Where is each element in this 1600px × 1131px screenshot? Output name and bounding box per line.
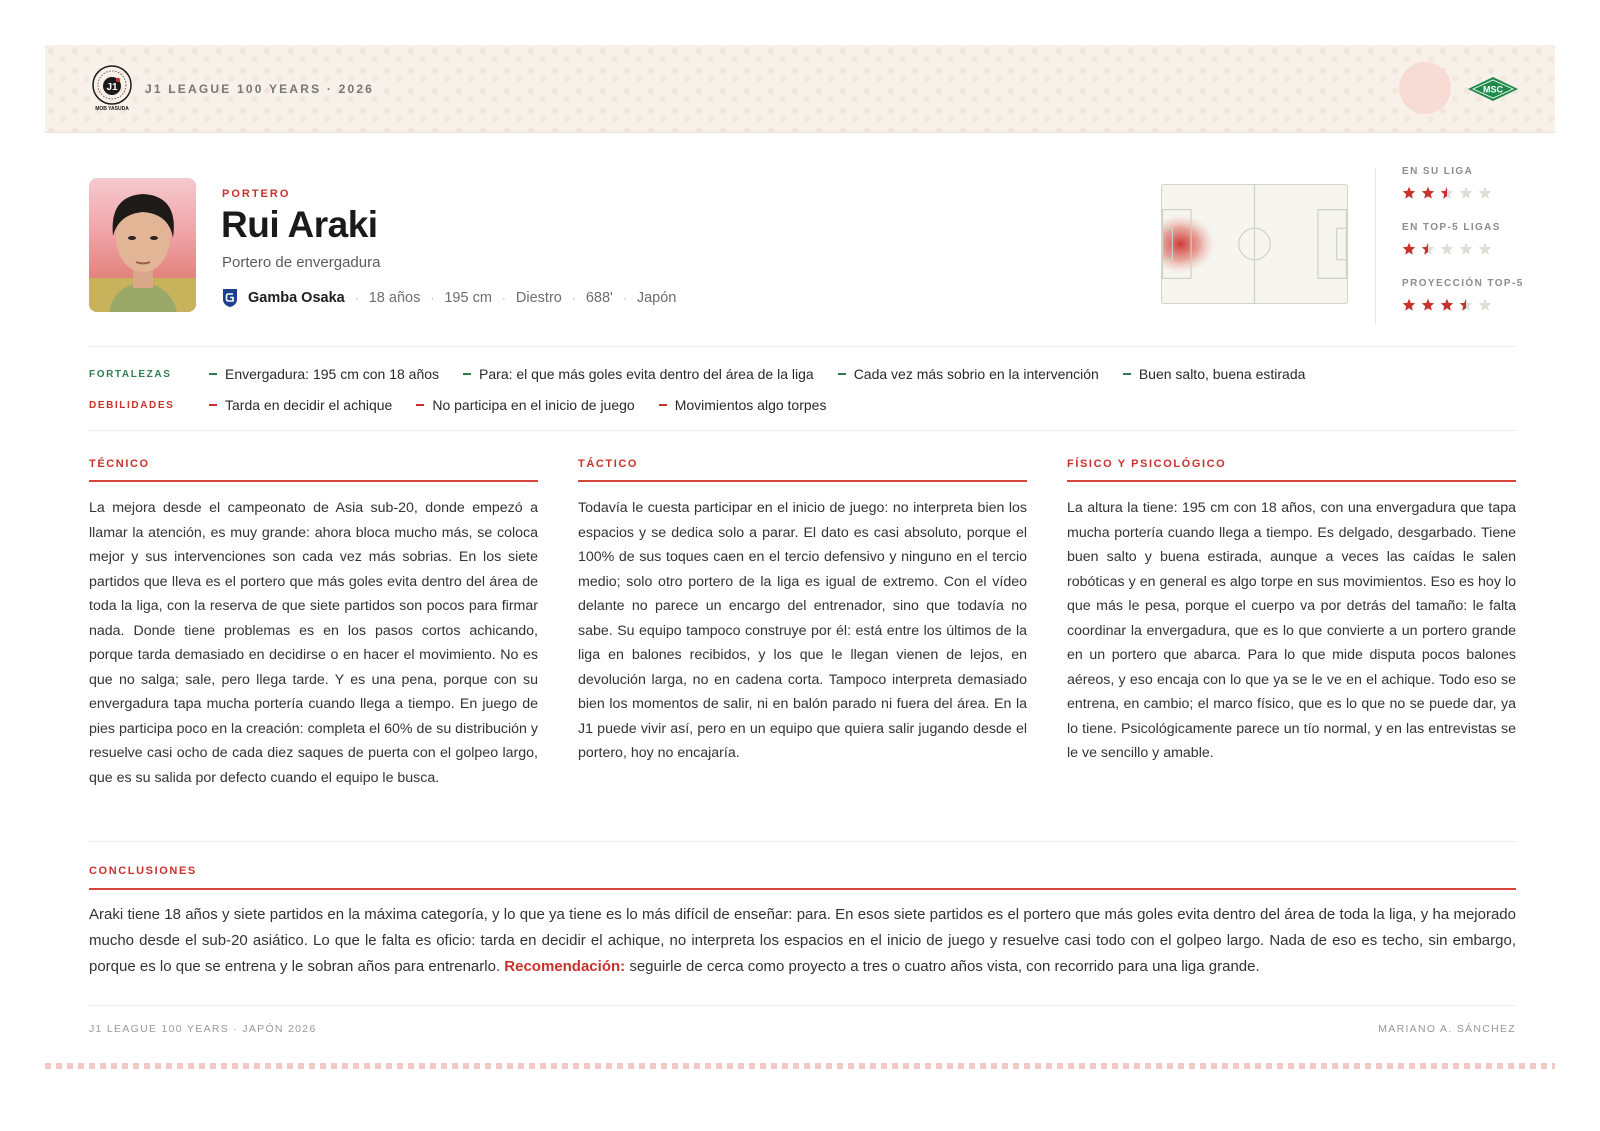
star-icon	[1459, 242, 1473, 256]
header-banner	[45, 45, 1555, 133]
divider	[1375, 168, 1376, 324]
weaknesses-label: DEBILIDADES	[89, 399, 175, 411]
separator: ·	[354, 291, 359, 305]
star-icon	[1459, 186, 1473, 200]
divider	[89, 430, 1516, 431]
star-rating	[1402, 298, 1532, 314]
rating-projection	[1402, 278, 1532, 334]
player-minutes: 688'	[585, 290, 613, 306]
star-rating	[1402, 186, 1532, 202]
star-icon	[1421, 186, 1435, 200]
star-rating	[1402, 242, 1532, 258]
decorative-border	[45, 1063, 1555, 1069]
rating-top5	[1402, 222, 1532, 278]
section-tecnico	[89, 458, 538, 790]
footer-left: J1 LEAGUE 100 YEARS · JAPÓN 2026	[89, 1023, 317, 1035]
recommendation-label: Recomendación:	[504, 958, 626, 975]
footer-author: MARIANO A. SÁNCHEZ	[1378, 1023, 1516, 1035]
rising-sun-emblem	[1399, 62, 1451, 114]
conclusions-body: Araki tiene 18 años y siete partidos en la máxima categoría, y lo que ya tiene es lo más difícil de enseñar: para. En esos siete partidos es el portero que más goles evita dentro del área de toda la liga, y ha mejorado mucho desde el sub-20 asiático. Lo que le falta es oficio: tarda en decidir el achique, no interpreta los espacios en el inicio de juego y resuelve casi todo con el golpeo largo. Nada de eso es techo, sin embargo, porque es lo que se entrena y le sobran años para entrenarlo.	[89, 906, 1516, 975]
star-icon	[1440, 298, 1454, 312]
msc-logo	[1467, 76, 1519, 102]
strength-item: Para: el que más goles evita dentro del área de la liga	[463, 366, 814, 382]
svg-text:MSC: MSC	[1483, 84, 1503, 95]
star-icon	[1440, 186, 1454, 200]
section-tactico	[578, 458, 1027, 766]
strength-item: Envergadura: 195 cm con 18 años	[209, 366, 439, 382]
club-name: Gamba Osaka	[248, 290, 345, 306]
conclusions-text	[89, 902, 1516, 980]
player-foot: Diestro	[515, 290, 562, 306]
separator: ·	[571, 291, 576, 305]
weakness-item: Movimientos algo torpes	[659, 397, 827, 413]
divider	[89, 1005, 1516, 1006]
separator: ·	[430, 291, 435, 305]
separator: ·	[501, 291, 506, 305]
player-name: Rui Araki	[221, 204, 378, 245]
player-meta	[222, 288, 676, 308]
section-fisico	[1067, 458, 1516, 766]
player-role: Portero de envergadura	[222, 254, 381, 271]
section-title: FÍSICO Y PSICOLÓGICO	[1067, 458, 1516, 482]
weaknesses-row	[89, 395, 850, 415]
star-icon	[1402, 186, 1416, 200]
section-conclusiones	[89, 865, 1516, 980]
rating-label: EN SU LIGA	[1402, 166, 1474, 177]
strength-item: Buen salto, buena estirada	[1123, 366, 1306, 382]
rating-league	[1402, 166, 1532, 222]
star-icon	[1478, 298, 1492, 312]
section-title: CONCLUSIONES	[89, 865, 1516, 890]
player-position: PORTERO	[222, 188, 291, 200]
star-icon	[1402, 242, 1416, 256]
star-icon	[1402, 298, 1416, 312]
star-icon	[1478, 186, 1492, 200]
strengths-row	[89, 364, 1329, 384]
divider	[89, 346, 1516, 347]
club-crest-icon	[222, 288, 238, 308]
star-icon	[1421, 298, 1435, 312]
star-icon	[1459, 298, 1473, 312]
separator: ·	[622, 291, 627, 305]
recommendation-text: seguirle de cerca como proyecto a tres o cuatro años vista, con recorrido para una liga grande.	[629, 958, 1260, 975]
star-icon	[1440, 242, 1454, 256]
j1-league-logo	[89, 63, 135, 115]
section-title: TÁCTICO	[578, 458, 1027, 482]
weakness-item: No participa en el inicio de juego	[416, 397, 634, 413]
star-icon	[1478, 242, 1492, 256]
strengths-label: FORTALEZAS	[89, 368, 172, 380]
player-nationality: Japón	[636, 290, 677, 306]
svg-text:MOB YASUDA: MOB YASUDA	[95, 106, 129, 112]
player-age: 18 años	[368, 290, 421, 306]
divider	[89, 841, 1516, 842]
svg-text:J1: J1	[106, 82, 118, 93]
rating-label: EN TOP-5 LIGAS	[1402, 222, 1501, 233]
section-title: TÉCNICO	[89, 458, 538, 482]
banner-title: J1 LEAGUE 100 YEARS · 2026	[145, 82, 375, 96]
rating-label: PROYECCIÓN TOP-5	[1402, 278, 1524, 289]
ratings-panel	[1402, 166, 1532, 334]
star-icon	[1421, 242, 1435, 256]
section-text: Todavía le cuesta participar en el inicio de juego: no interpreta bien los espacios y se dedica solo a parar. El dato es casi absoluto, porque el 100% de sus toques caen en el tercio defensivo y ninguno en el tercio medio; solo otro portero de la liga es igual de extremo. Con el vídeo delante no parece un encargo del entrenador, sino que todavía no sabe. Su equipo tampoco construye por él: está entre los últimos de la liga en balones recibidos, y los que le llegan vienen de lejos, en devolución larga, no en cadena corta. Tampoco interpreta demasiado bien los momentos de salir, ni en balón parado ni fuera del área. En la J1 puede vivir así, pero en un equipo que quiera salir jugando desde el portero, hoy no encajaría.	[578, 500, 1027, 761]
section-text: La mejora desde el campeonato de Asia sub-20, donde empezó a llamar la atención, es muy grande: ahora bloca mucho más, se coloca mejor y sus intervenciones son cada vez más sobrias. En los siete partidos que lleva es el portero que más goles evita dentro del área de toda la liga, con la reserva de que siete partidos son pocos para firmar nada. Donde tiene problemas es en los pasos cortos achicando, porque tarda demasiado en decidirse o en hacer el movimiento. No es que no salga; sale, pero llega tarde. Y es una pena, porque con su envergadura tapa mucha portería cuando llega a tiempo. En juego de pies participa poco en la creación: completa el 60% de su distribución y resuelve casi ocho de cada diez saques de puerta con el golpeo largo, que es su salida por defecto cuando el equipo le busca.	[89, 500, 538, 786]
player-photo	[89, 178, 196, 312]
section-text: La altura la tiene: 195 cm con 18 años, con una envergadura que tapa mucha portería cuando llega a tiempo. Es delgado, desgarbado. Tiene buen salto y buena estirada, aunque a veces las caídas le salen robóticas y en general es algo torpe en sus movimientos. Eso es hoy lo que más le pesa, porque el cuerpo va por detrás del tamaño: le falta coordinar la envergadura, que es lo que convierte a un portero grande en un portero que abarca. Para lo que mide disputa pocos balones aéreos, y eso encaja con lo que ya se le ve en el achique. Todo eso se entrena, en cambio; el marco físico, que es lo que no se puede dar, ya lo tiene. Psicológicamente parece un tío normal, y en las entrevistas se le ve sencillo y amable.	[1067, 500, 1516, 761]
weakness-item: Tarda en decidir el achique	[209, 397, 392, 413]
player-height: 195 cm	[444, 290, 492, 306]
strength-item: Cada vez más sobrio en la intervención	[838, 366, 1099, 382]
pitch-heatmap	[1161, 184, 1348, 304]
